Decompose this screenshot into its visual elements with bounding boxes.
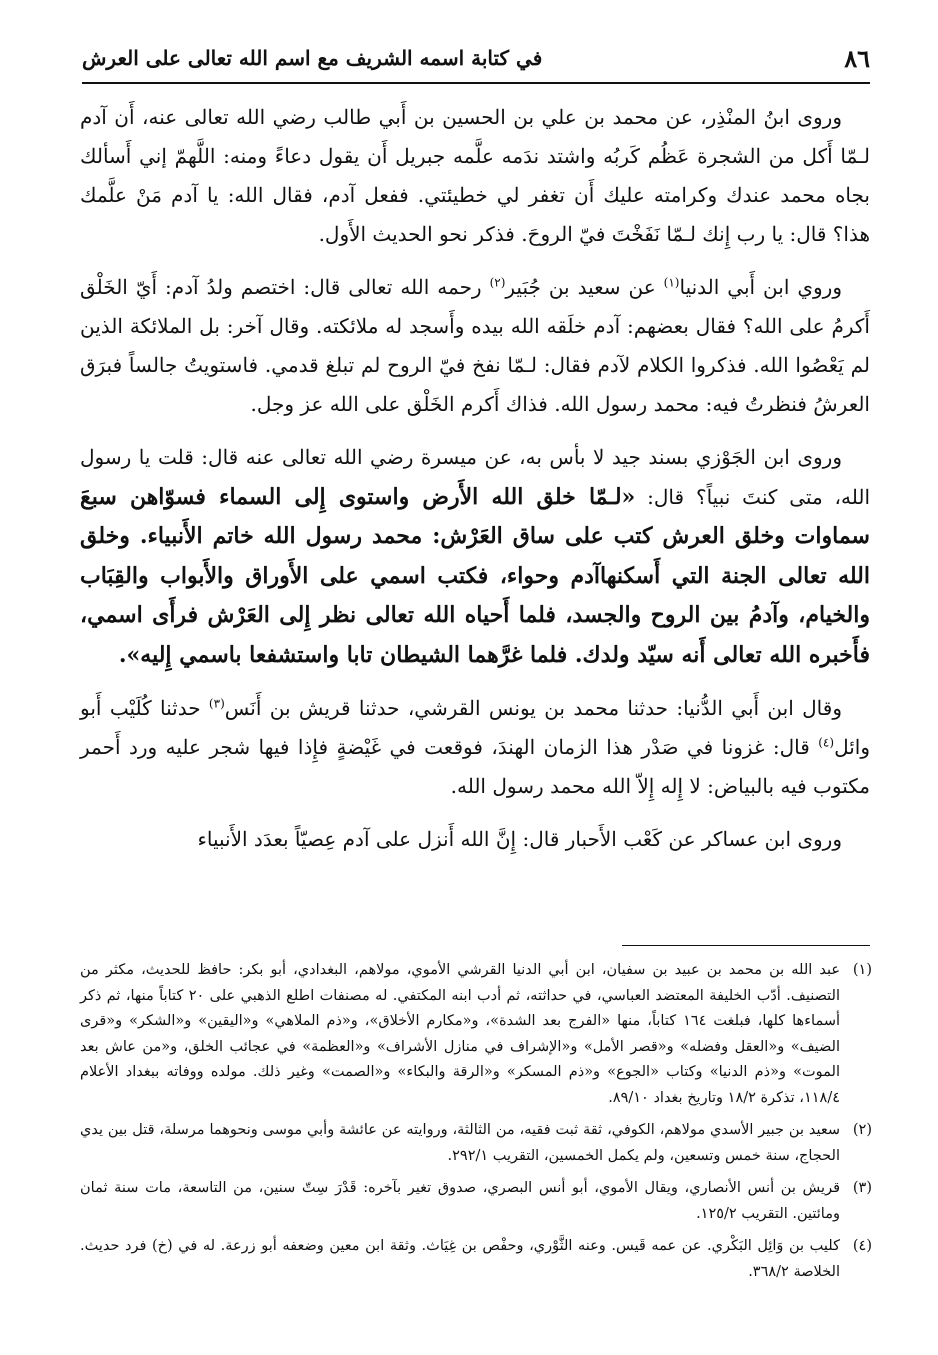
footnote-ref-1[interactable]: (١)	[663, 275, 680, 290]
footnote-text: سعيد بن جبير الأسدي مولاهم، الكوفي، ثقة ثبت فقيه، من الثالثة، وروايته عن عائشة وأبي موسى ونحوهما مرسلة، قتل بين يدي الحجاج، سنة خمس وتسعين، ولم يكمل الخمسين، التقريب ٢٩٢/١.	[80, 1122, 840, 1164]
footnotes	[80, 958, 872, 1292]
footnote-separator	[622, 945, 870, 946]
footnote-text: عبد الله بن محمد بن عبيد بن سفيان، ابن أبي الدنيا القرشي الأموي، مولاهم، البغدادي، أبو بكر: حافظ للحديث، مكثر من التصنيف. أدّب الخليفة المعتضد العباسي، في حداثته، ثم أدب ابنه المكتفي. له مصنفات اطلع الذهبي على ٢٠ كتاباً منها، ثم ذكر أسماءها كلها، فبلغت ١٦٤ كتاباً، منها «الفرج بعد الشدة»، و«مكارم الأخلاق»، و«ذم الملاهي» و«اليقين» و«الشكر» و«قرى الضيف» و«العقل وفضله» و«قصر الأمل» و«الإشراف في منازل الأشراف» و«العظمة» في عجائب الخلق، و«من عاش بعد الموت» و«ذم الدنيا» وكتاب «الجوع» و«ذم المسكر» و«الرقة والبكاء» و«الصمت» وغير ذلك. مولده ووفاته ببغداد الأعلام ١١٨/٤، تذكرة ١٨/٢ وتاريخ بغداد ٨٩/١٠.	[80, 962, 840, 1106]
footnote-ref-4[interactable]: (٤)	[818, 735, 835, 750]
paragraph-text: رحمه الله تعالى قال: اختصم ولدُ آدم: أَيّ الخَلْق أَكرمُ على الله؟ فقال بعضهم: آدم خلَقه الله بيده وأَسجد له ملائكته. وقال آخر: بل الملائكة الذين لم يَعْصُوا الله. فذكروا الكلام لآدم فقال: لـمّا نفخ فيّ الروح لم تبلغ قدمي. فاستويتُ جالساً فبرَق العرشُ فنظرتُ فيه: محمد رسول الله. فذاك أَكرم الخَلْق على الله عز وجل.	[80, 275, 870, 416]
paragraph-ibn-abi-al-dunya-narration	[80, 689, 870, 806]
page-header	[82, 40, 870, 84]
page-number: ٨٦	[844, 44, 870, 73]
footnote-number: (٣)	[852, 1180, 872, 1196]
footnote-ref-3[interactable]: (٣)	[208, 696, 225, 711]
footnote-3	[80, 1176, 872, 1227]
paragraph-text: وروي ابن أَبي الدنيا	[679, 275, 842, 299]
paragraph-ibn-al-jawzi	[80, 438, 870, 675]
paragraph-text: حدثنا كُلَيْب أَبو وائل	[80, 696, 870, 759]
paragraph-ibn-abi-al-dunya	[80, 268, 870, 424]
footnote-text: قريش بن أنس الأنصاري، ويقال الأموي، أبو أنس البصري، صدوق تغير بآخره: قَدْرَ سِتّ سنين، من التاسعة، مات سنة ثمان ومائتين. التقريب ١٢٥/٢.	[80, 1180, 840, 1222]
paragraph-text: عن سعيد بن جُبَير	[505, 275, 664, 299]
main-text	[80, 98, 870, 873]
footnote-1	[80, 958, 872, 1111]
footnote-number: (٤)	[852, 1238, 872, 1254]
paragraph-text: وقال ابن أَبي الدُّنيا: حدثنا محمد بن يونس القرشي، حدثنا قريش بن أَنَس	[224, 696, 842, 720]
paragraph-text: وروى ابن الجَوْزي بسند جيد لا بأس به، عن ميسرة رضي الله تعالى عنه قال: قلت يا رسول الله، متى كنتَ نبياً؟ قال:	[80, 445, 871, 509]
footnote-4	[80, 1234, 872, 1285]
running-title: في كتابة اسمه الشريف مع اسم الله تعالى على العرش	[82, 46, 543, 70]
footnote-ref-2[interactable]: (٢)	[489, 275, 506, 290]
paragraph-text: قال: غزونا في صَدْر هذا الزمان الهندَ، فوقعت في غَيْضةٍ فإِذا فيها شجر عليه ورد أَحمر مكتوب فيه بالبياض: لا إِله إِلاّ الله محمد رسول الله.	[80, 735, 870, 798]
hadith-quote: «لـمّا خلق الله الأَرض واستوى إِلى السماء فسوّاهن سبعَ سماوات وخلق العرش كتب على ساق العَرْش: محمد رسول الله خاتم الأَنبياء. وخلق الله تعالى الجنة التي أَسكنهاآدم وحواء، فكتب اسمي على الأَوراق والأَبواب والقِبَاب والخيام، وآدمُ بين الروح والجسد، فلما أَحياه الله تعالى نظر إِلى العَرْش فرأَى اسمي، فأَخبره الله تعالى أَنه سيّد ولدك. فلما غرَّهما الشيطان تابا واستشفعا باسمي إِليه».	[80, 483, 870, 668]
footnote-2	[80, 1118, 872, 1169]
paragraph-ibn-asakir: وروى ابن عساكر عن كَعْب الأَحبار قال: إِنَّ الله أَنزل على آدم عِصيّاً بعدَد الأَنبياء	[197, 827, 842, 851]
footnote-number: (٢)	[852, 1122, 872, 1138]
footnote-text: كليب بن وَائِل البَكْري. عن عمه قَيس. وعنه الثَّوْري، وحفْص بن غِيَاث. وثقة ابن معين وضعفه أبو زرعة. له في (خ) فرد حديث. الخلاصة ٣٦٨/٢.	[80, 1238, 840, 1280]
paragraph-ibn-al-mundhir: وروى ابنُ المنْذِر، عن محمد بن علي بن الحسين بن أَبي طالب رضي الله تعالى عنه، أَن آدم لـمّا أَكل من الشجرة عَظُم كَربُه واشتد ندَمه علَّمه جبريل أَن يقول دعاءً ومنه: اللَّهمّ إني أَسألك بجاه محمد عندك وكرامته عليك أَن تغفر لي خطيئتي. ففعل آدم، فقال الله: يا آدم مَنْ علَّمك هذا؟ قال: يا رب إِنك لـمّا نَفَخْتَ فيّ الروحَ. فذكر نحو الحديث الأَول.	[80, 105, 870, 246]
footnote-number: (١)	[852, 962, 872, 978]
